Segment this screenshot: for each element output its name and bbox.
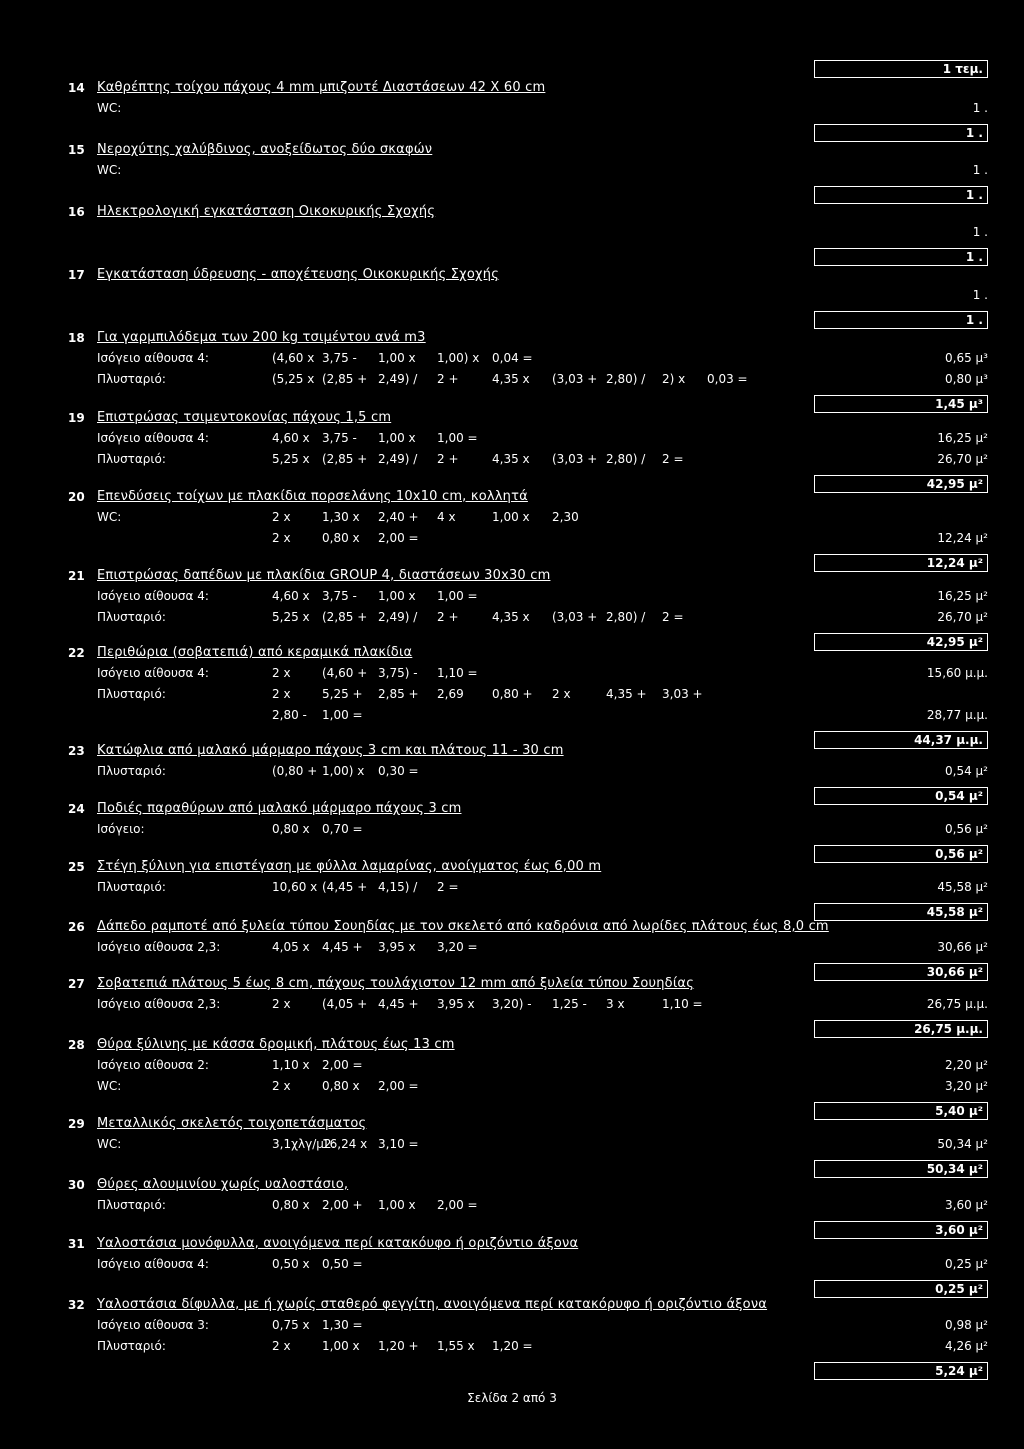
total-box (814, 395, 988, 413)
calc-line (0, 1257, 1024, 1275)
calc-line (0, 880, 1024, 898)
calc-line (0, 1318, 1024, 1336)
item-number: 23 (68, 744, 85, 758)
calc-result: 1 . (972, 163, 988, 177)
calc-term: 2,49) / (378, 610, 418, 624)
calc-term: 0,50 x (272, 1257, 310, 1271)
calc-result: 0,80 μ³ (945, 372, 988, 386)
total-value: 1,45 μ³ (935, 397, 983, 411)
item-title: Θύρα ξύλινης με κάσσα δρομική, πλάτους έως 13 cm (97, 1037, 455, 1052)
item-number: 28 (68, 1038, 85, 1052)
calc-term: 3,10 = (378, 1137, 419, 1151)
calc-result: 0,98 μ² (945, 1318, 988, 1332)
item-number: 31 (68, 1237, 85, 1251)
calc-label: Ισόγειο αίθουσα 2: (97, 1058, 209, 1072)
calc-term: 2,00 = (378, 531, 419, 545)
calc-label: Πλυσταριό: (97, 1198, 166, 1212)
total-value: 44,37 μ.μ. (914, 733, 983, 747)
calc-result: 12,24 μ² (937, 531, 988, 545)
calc-term: 2,00 = (437, 1198, 478, 1212)
total-value: 45,58 μ² (926, 905, 983, 919)
calc-result: 30,66 μ² (937, 940, 988, 954)
calc-result: 0,25 μ² (945, 1257, 988, 1271)
calc-term: 4 x (437, 510, 456, 524)
calc-result: 3,60 μ² (945, 1198, 988, 1212)
calc-term: 2,80) / (606, 610, 646, 624)
calc-line (0, 351, 1024, 369)
item-title: Δάπεδο ραμποτέ από ξυλεία τύπου Σουηδίας με τον σκελετό από καδρόνια από λωρίδες πλάτους έως 8,0 cm (97, 919, 829, 934)
total-box (814, 554, 988, 572)
calc-term: (3,03 + (552, 610, 598, 624)
calc-result: 28,77 μ.μ. (926, 708, 988, 722)
total-box (814, 1221, 988, 1239)
calc-term: 2,49) / (378, 452, 418, 466)
calc-line (0, 225, 1024, 243)
calc-label: Πλυσταριό: (97, 764, 166, 778)
item-title: Κατώφλια από μαλακό μάρμαρο πάχους 3 cm και πλάτους 11 - 30 cm (97, 743, 564, 758)
item-title: Υαλοστάσια μονόφυλλα, ανοιγόμενα περί κατακόυφο ή οριζόντιο άξονα (97, 1236, 579, 1251)
calc-term: (2,85 + (322, 452, 368, 466)
calc-term: 2 x (272, 1079, 291, 1093)
total-value: 1 . (965, 188, 983, 202)
item-number: 21 (68, 569, 85, 583)
calc-term: 4,35 x (492, 372, 530, 386)
calc-term: 1,00 x (492, 510, 530, 524)
calc-line (0, 372, 1024, 390)
calc-term: 0,50 = (322, 1257, 363, 1271)
calc-line (0, 101, 1024, 119)
calc-term: 4,35 x (492, 452, 530, 466)
total-value: 1 τεμ. (942, 62, 983, 76)
calc-label: Πλυσταριό: (97, 372, 166, 386)
calc-result: 0,65 μ³ (945, 351, 988, 365)
total-box (814, 248, 988, 266)
calc-line (0, 1339, 1024, 1357)
total-box (814, 787, 988, 805)
calc-term: 2,00 = (378, 1079, 419, 1093)
item-number: 22 (68, 646, 85, 660)
total-box (814, 60, 988, 78)
calc-term: (5,25 x (272, 372, 315, 386)
total-value: 5,24 μ² (935, 1364, 983, 1378)
calc-label: WC: (97, 101, 122, 115)
calc-term: 2,00 = (322, 1058, 363, 1072)
calc-term: 4,15) / (378, 880, 418, 894)
calc-term: 1,00 x (378, 351, 416, 365)
calc-line (0, 1058, 1024, 1076)
total-box (814, 1362, 988, 1380)
calc-term: 3,95 x (437, 997, 475, 1011)
item-title: Ποδιές παραθύρων από μαλακό μάρμαρο πάχους 3 cm (97, 801, 462, 816)
calc-term: 1,00 x (378, 431, 416, 445)
calc-term: 1,00) x (437, 351, 480, 365)
calc-line (0, 708, 1024, 726)
calc-term: 0,80 x (272, 822, 310, 836)
calc-term: 5,25 + (322, 687, 363, 701)
calc-term: 2,69 (437, 687, 464, 701)
calc-term: 4,45 + (322, 940, 363, 954)
calc-term: 1,00 = (437, 431, 478, 445)
total-box (814, 124, 988, 142)
calc-line (0, 666, 1024, 684)
calc-line (0, 452, 1024, 470)
item-number: 16 (68, 205, 85, 219)
total-value: 50,34 μ² (926, 1162, 983, 1176)
calc-term: 3,20) - (492, 997, 532, 1011)
calc-term: (3,03 + (552, 452, 598, 466)
calc-label: Πλυσταριό: (97, 880, 166, 894)
total-value: 0,54 μ² (935, 789, 983, 803)
item-title: Επιστρώσας δαπέδων με πλακίδια GROUP 4, διαστάσεων 30x30 cm (97, 568, 551, 583)
calc-line (0, 1137, 1024, 1155)
calc-result: 45,58 μ² (937, 880, 988, 894)
item-number: 25 (68, 860, 85, 874)
calc-term: 1,20 + (378, 1339, 419, 1353)
calc-result: 1 . (972, 225, 988, 239)
total-value: 26,75 μ.μ. (914, 1022, 983, 1036)
total-box (814, 963, 988, 981)
calc-term: (4,45 + (322, 880, 368, 894)
calc-term: 4,35 x (492, 610, 530, 624)
calc-term: 2 x (272, 666, 291, 680)
calc-term: 1,00) x (322, 764, 365, 778)
calc-term: 5,25 x (272, 610, 310, 624)
calc-term: 1,00 = (322, 708, 363, 722)
calc-term: 1,00 x (322, 1339, 360, 1353)
calc-result: 4,26 μ² (945, 1339, 988, 1353)
calc-result: 16,25 μ² (937, 431, 988, 445)
calc-term: 1,20 = (492, 1339, 533, 1353)
calc-term: 4,05 x (272, 940, 310, 954)
calc-term: 2 x (272, 510, 291, 524)
item-number: 24 (68, 802, 85, 816)
calc-line (0, 431, 1024, 449)
item-number: 20 (68, 490, 85, 504)
calc-term: 2 + (437, 452, 459, 466)
calc-term: 2,30 (552, 510, 579, 524)
calc-term: 1,10 x (272, 1058, 310, 1072)
total-value: 1 . (965, 126, 983, 140)
calc-term: 1,00 x (378, 1198, 416, 1212)
total-box (814, 1102, 988, 1120)
page-footer: Σελίδα 2 από 3 (467, 1391, 557, 1405)
calc-term: 2 + (437, 372, 459, 386)
total-box (814, 1280, 988, 1298)
calc-term: 0,30 = (378, 764, 419, 778)
calc-term: 3,03 + (662, 687, 703, 701)
calc-line (0, 940, 1024, 958)
calc-term: 0,80 x (322, 531, 360, 545)
calc-term: 1,25 - (552, 997, 587, 1011)
item-number: 26 (68, 920, 85, 934)
calc-term: 3,75 - (322, 351, 357, 365)
calc-line (0, 589, 1024, 607)
calc-line (0, 822, 1024, 840)
total-box (814, 845, 988, 863)
calc-label: WC: (97, 1137, 122, 1151)
calc-label: Ισόγειο αίθουσα 3: (97, 1318, 209, 1332)
calc-term: 2,80) / (606, 452, 646, 466)
total-value: 0,25 μ² (935, 1282, 983, 1296)
item-title: Μεταλλικός σκελετός τοιχοπετάσματος (97, 1116, 367, 1131)
calc-term: 2,85 + (378, 687, 419, 701)
item-number: 18 (68, 331, 85, 345)
calc-term: 2,00 + (322, 1198, 363, 1212)
calc-label: Πλυσταριό: (97, 610, 166, 624)
calc-term: 3,75 - (322, 589, 357, 603)
calc-term: 3,75 - (322, 431, 357, 445)
calc-term: 3,95 x (378, 940, 416, 954)
calc-result: 26,75 μ.μ. (926, 997, 988, 1011)
total-box (814, 475, 988, 493)
calc-term: 2 x (272, 1339, 291, 1353)
calc-result: 50,34 μ² (937, 1137, 988, 1151)
total-box (814, 731, 988, 749)
calc-label: Ισόγειο αίθουσα 2,3: (97, 997, 221, 1011)
calc-label: Ισόγειο αίθουσα 4: (97, 351, 209, 365)
calc-term: 3,20 = (437, 940, 478, 954)
item-number: 27 (68, 977, 85, 991)
total-value: 42,95 μ² (926, 635, 983, 649)
item-number: 32 (68, 1298, 85, 1312)
calc-line (0, 1198, 1024, 1216)
item-number: 19 (68, 411, 85, 425)
calc-term: 2 = (662, 452, 684, 466)
calc-label: Πλυσταριό: (97, 687, 166, 701)
calc-term: 3 x (606, 997, 625, 1011)
calc-result: 16,25 μ² (937, 589, 988, 603)
calc-term: 2 = (437, 880, 459, 894)
item-title: Θύρες αλουμινίου χωρίς υαλοστάσιο, (97, 1177, 349, 1192)
calc-term: (3,03 + (552, 372, 598, 386)
calc-line (0, 163, 1024, 181)
total-value: 1 . (965, 250, 983, 264)
calc-term: 2,80) / (606, 372, 646, 386)
item-title: Επενδύσεις τοίχων με πλακίδια πορσελάνης 10x10 cm, κολλητά (97, 489, 528, 504)
calc-label: WC: (97, 510, 122, 524)
calc-term: 0,70 = (322, 822, 363, 836)
item-title: Για γαρμπιλόδεμα των 200 kg τσιμέντου ανά m3 (97, 330, 426, 345)
calc-term: 2) x (662, 372, 686, 386)
calc-result: 2,20 μ² (945, 1058, 988, 1072)
calc-result: 26,70 μ² (937, 610, 988, 624)
item-title: Νεροχύτης χαλύβδινος, ανοξείδωτος δύο σκαφών (97, 142, 433, 157)
calc-term: 4,35 + (606, 687, 647, 701)
calc-term: 2 x (552, 687, 571, 701)
calc-term: 0,80 x (272, 1198, 310, 1212)
total-box (814, 903, 988, 921)
calc-label: WC: (97, 163, 122, 177)
calc-result: 0,56 μ² (945, 822, 988, 836)
calc-result: 15,60 μ.μ. (926, 666, 988, 680)
calc-term: (2,85 + (322, 610, 368, 624)
calc-label: Ισόγειο αίθουσα 4: (97, 1257, 209, 1271)
item-title: Υαλοστάσια δίφυλλα, με ή χωρίς σταθερό φεγγίτη, ανοιγόμενα περί κατακόρυφο ή οριζόντιο άξονα (97, 1297, 768, 1312)
item-title: Περιθώρια (σοβατεπιά) από κεραμικά πλακίδια (97, 645, 413, 660)
calc-label: Ισόγειο αίθουσα 4: (97, 666, 209, 680)
calc-term: 3,75) - (378, 666, 418, 680)
item-title: Ηλεκτρολογική εγκατάσταση Οικοκυρικής Σχοχής (97, 204, 436, 219)
calc-label: Ισόγειο αίθουσα 4: (97, 431, 209, 445)
total-value: 3,60 μ² (935, 1223, 983, 1237)
calc-line (0, 997, 1024, 1015)
calc-term: 0,04 = (492, 351, 533, 365)
calc-term: 2 x (272, 531, 291, 545)
calc-term: 4,60 x (272, 589, 310, 603)
calc-term: (4,60 + (322, 666, 368, 680)
calc-label: Ισόγειο: (97, 822, 145, 836)
calc-term: 10,60 x (272, 880, 318, 894)
calc-line (0, 510, 1024, 528)
calc-term: 1,10 = (662, 997, 703, 1011)
item-number: 17 (68, 268, 85, 282)
item-title: Σοβατεπιά πλάτους 5 έως 8 cm, πάχους τουλάχιστον 12 mm από ξυλεία τύπου Σουηδίας (97, 976, 695, 991)
item-number: 29 (68, 1117, 85, 1131)
total-value: 1 . (965, 313, 983, 327)
calc-term: 5,25 x (272, 452, 310, 466)
calc-term: 0,80 x (322, 1079, 360, 1093)
calc-term: 1,00 = (437, 589, 478, 603)
calc-line (0, 610, 1024, 628)
calc-term: 0,80 + (492, 687, 533, 701)
calc-term: 2 = (662, 610, 684, 624)
calc-line (0, 288, 1024, 306)
calc-term: 16,24 x (322, 1137, 368, 1151)
item-number: 15 (68, 143, 85, 157)
total-box (814, 1160, 988, 1178)
calc-term: 1,30 = (322, 1318, 363, 1332)
calc-term: (4,05 + (322, 997, 368, 1011)
calc-term: 2,80 - (272, 708, 307, 722)
calc-result: 1 . (972, 288, 988, 302)
calc-term: 2,40 + (378, 510, 419, 524)
calc-label: Πλυσταριό: (97, 1339, 166, 1353)
calc-term: 1,55 x (437, 1339, 475, 1353)
calc-term: 1,30 x (322, 510, 360, 524)
calc-result: 3,20 μ² (945, 1079, 988, 1093)
calc-term: 0,75 x (272, 1318, 310, 1332)
calc-term: 4,60 x (272, 431, 310, 445)
calc-line (0, 764, 1024, 782)
calc-term: 2,49) / (378, 372, 418, 386)
calc-term: (0,80 + (272, 764, 318, 778)
calc-term: 0,03 = (707, 372, 748, 386)
calc-term: 1,10 = (437, 666, 478, 680)
total-value: 5,40 μ² (935, 1104, 983, 1118)
calc-term: (2,85 + (322, 372, 368, 386)
item-title: Στέγη ξύλινη για επιστέγαση με φύλλα λαμαρίνας, ανοίγματος έως 6,00 m (97, 859, 602, 874)
total-value: 0,56 μ² (935, 847, 983, 861)
item-number: 14 (68, 81, 85, 95)
calc-term: 2 x (272, 997, 291, 1011)
calc-label: Πλυσταριό: (97, 452, 166, 466)
calc-term: (4,60 x (272, 351, 315, 365)
total-box (814, 186, 988, 204)
item-number: 30 (68, 1178, 85, 1192)
total-box (814, 633, 988, 651)
item-title: Επιστρώσας τσιμεντοκονίας πάχους 1,5 cm (97, 410, 392, 425)
calc-label: Ισόγειο αίθουσα 2,3: (97, 940, 221, 954)
calc-line (0, 687, 1024, 705)
total-box (814, 311, 988, 329)
calc-term: 3,1χλγ/μ2: (272, 1137, 336, 1151)
calc-result: 26,70 μ² (937, 452, 988, 466)
item-title: Εγκατάσταση ύδρευσης - αποχέτευσης Οικοκυρικής Σχοχής (97, 267, 500, 282)
calc-label: WC: (97, 1079, 122, 1093)
total-value: 12,24 μ² (926, 556, 983, 570)
total-value: 42,95 μ² (926, 477, 983, 491)
calc-label: Ισόγειο αίθουσα 4: (97, 589, 209, 603)
total-value: 30,66 μ² (926, 965, 983, 979)
total-box (814, 1020, 988, 1038)
calc-term: 2 + (437, 610, 459, 624)
calc-result: 1 . (972, 101, 988, 115)
calc-line (0, 1079, 1024, 1097)
calc-term: 4,45 + (378, 997, 419, 1011)
item-title: Καθρέπτης τοίχου πάχους 4 mm μπιζουτέ Διαστάσεων 42 Χ 60 cm (97, 80, 546, 95)
calc-result: 0,54 μ² (945, 764, 988, 778)
calc-term: 1,00 x (378, 589, 416, 603)
calc-line (0, 531, 1024, 549)
calc-term: 2 x (272, 687, 291, 701)
